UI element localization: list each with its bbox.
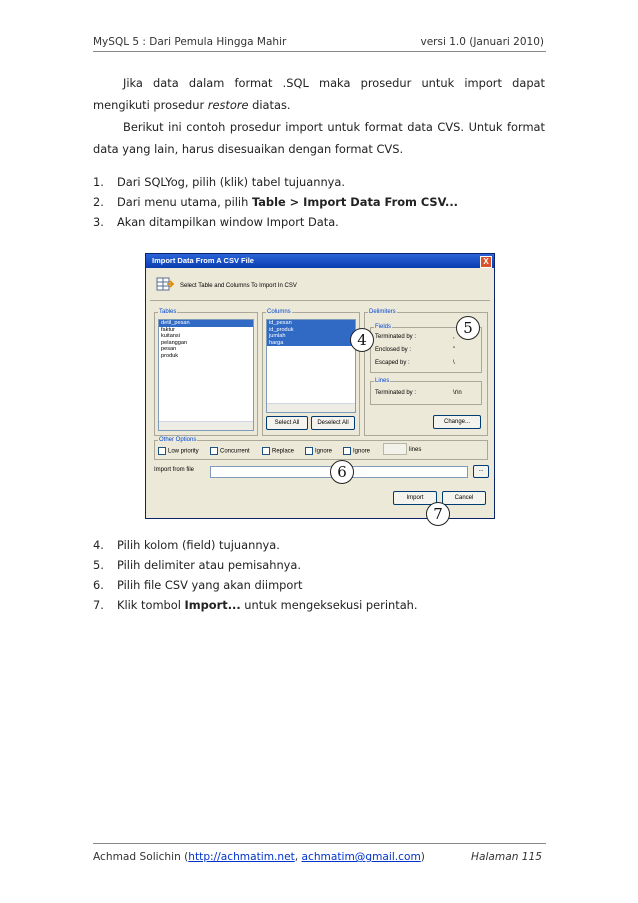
list-number: 5.	[93, 558, 104, 572]
ignore-checkbox[interactable]	[305, 447, 313, 455]
ignore-option[interactable]	[305, 447, 332, 455]
low-priority-label: Low priority	[168, 448, 199, 455]
ignore-label: Ignore	[315, 448, 333, 455]
deselect-all-button[interactable]: Deselect All	[311, 416, 355, 430]
column-item[interactable]: id_pesan	[267, 320, 355, 327]
columns-listbox[interactable]	[266, 319, 356, 413]
dialog-title: Import Data From A CSV File	[152, 256, 254, 265]
ignore-lines-label: Ignore	[353, 448, 371, 455]
list-item	[93, 192, 553, 212]
list-item	[93, 212, 553, 232]
website-link[interactable]: http://achmatim.net	[188, 851, 295, 863]
enclosed-by-label: Enclosed by :	[375, 347, 412, 353]
tables-label: Tables	[159, 309, 177, 315]
footer-separator: ,	[294, 851, 302, 863]
enclosed-by-value: "	[453, 347, 456, 353]
running-header-left: MySQL 5 : Dari Pemula Hingga Mahir	[93, 36, 287, 48]
lines-suffix: lines	[409, 447, 422, 453]
lines-terminated-value: \r\n	[453, 390, 462, 396]
terminated-by-value: ,	[453, 334, 455, 340]
concurrent-label: Concurrent	[220, 448, 250, 455]
import-csv-dialog	[145, 253, 495, 519]
callout-4: 4	[350, 328, 374, 352]
list-text: Pilih file CSV yang akan diimport	[117, 578, 303, 592]
import-from-file-label: Import from file	[154, 467, 195, 473]
select-all-button[interactable]: Select All	[266, 416, 308, 430]
table-item[interactable]: pelanggan	[161, 339, 188, 346]
close-button[interactable]: X	[480, 256, 492, 268]
replace-label: Replace	[272, 448, 295, 455]
running-header-right: versi 1.0 (Januari 2010)	[420, 36, 544, 48]
list-item	[93, 535, 553, 555]
steps-list-a	[93, 172, 553, 232]
column-item[interactable]: jumlah	[267, 333, 355, 340]
list-item	[93, 555, 553, 575]
table-item[interactable]: faktur	[161, 326, 175, 333]
browse-button[interactable]: ...	[473, 465, 489, 478]
column-item[interactable]: harga	[267, 340, 355, 347]
concurrent-option[interactable]	[210, 447, 250, 455]
paragraph-text: Jika data dalam format .SQL maka prosedur untuk import dapat mengikuti prosedur	[93, 76, 545, 112]
dialog-titlebar	[146, 254, 494, 268]
footer-author	[93, 851, 425, 863]
cancel-button[interactable]: Cancel	[442, 491, 486, 505]
steps-list-b	[93, 535, 553, 615]
list-item	[93, 575, 553, 595]
list-text: Pilih delimiter atau pemisahnya.	[117, 558, 302, 572]
tables-group	[154, 309, 258, 436]
list-text: Klik tombol	[117, 598, 185, 612]
list-number: 4.	[93, 538, 104, 552]
list-number: 2.	[93, 195, 104, 209]
ignore-lines-option[interactable]	[343, 447, 370, 455]
lines-group	[370, 378, 482, 405]
lines-label: Lines	[375, 378, 390, 384]
low-priority-option[interactable]	[158, 447, 199, 455]
list-text: Akan ditampilkan window Import Data.	[117, 215, 339, 229]
callout-6: 6	[330, 460, 354, 484]
list-text: Pilih kolom (field) tujuannya.	[117, 538, 280, 552]
dialog-heading: Select Table and Columns To Import In CSV	[180, 283, 297, 289]
escaped-by-label: Escaped by :	[375, 360, 410, 366]
paragraph-text-end: diatas.	[248, 98, 291, 112]
list-text: Dari SQLYog, pilih (klik) tabel tujuannya.	[117, 175, 346, 189]
footer-close-paren: )	[420, 851, 425, 863]
list-number: 3.	[93, 215, 104, 229]
list-number: 1.	[93, 175, 104, 189]
terminated-by-label: Terminated by :	[375, 334, 417, 340]
replace-checkbox[interactable]	[262, 447, 270, 455]
table-item[interactable]: detil_pesan	[159, 320, 253, 327]
other-options-label: Other Options	[159, 437, 197, 443]
author-name: Achmad Solichin (	[93, 851, 189, 863]
header-divider	[93, 51, 546, 52]
low-priority-checkbox[interactable]	[158, 447, 166, 455]
callout-5: 5	[456, 316, 480, 340]
list-text-tail: untuk mengeksekusi perintah.	[240, 598, 418, 612]
fields-label: Fields	[375, 324, 392, 330]
change-button[interactable]: Change...	[433, 415, 481, 429]
list-item	[93, 172, 553, 192]
callout-7: 7	[426, 502, 450, 526]
lines-terminated-label: Terminated by :	[375, 390, 417, 396]
table-item[interactable]: pesan	[161, 346, 177, 353]
import-bold: Import...	[184, 598, 241, 612]
footer-divider	[93, 843, 546, 844]
column-item[interactable]: id_produk	[267, 327, 355, 334]
list-number: 7.	[93, 598, 104, 612]
paragraph-csv: Berikut ini contoh prosedur import untuk format data CVS. Untuk format data yang lain, harus disesuaikan dengan format CVS.	[93, 120, 545, 156]
list-item	[93, 595, 553, 615]
other-options-group	[154, 437, 488, 460]
concurrent-checkbox[interactable]	[210, 447, 218, 455]
page-number: Halaman 115	[470, 851, 542, 863]
escaped-by-value: \	[453, 360, 455, 366]
replace-option[interactable]	[262, 447, 294, 455]
import-button[interactable]: Import	[393, 491, 437, 505]
heading-divider	[150, 300, 490, 301]
columns-hscrollbar[interactable]	[267, 403, 355, 412]
table-icon	[156, 276, 174, 292]
tables-hscrollbar[interactable]	[159, 421, 253, 430]
tables-listbox[interactable]	[158, 319, 254, 431]
delimiters-label: Delimiters	[369, 309, 396, 315]
restore-emphasis: restore	[207, 98, 249, 112]
list-number: 6.	[93, 578, 104, 592]
list-text: Dari menu utama, pilih	[117, 195, 252, 209]
columns-group	[262, 309, 360, 436]
email-link[interactable]: achmatim@gmail.com	[301, 851, 421, 863]
columns-label: Columns	[267, 309, 291, 315]
table-item[interactable]: produk	[161, 352, 179, 359]
ignore-lines-count-input[interactable]	[383, 443, 407, 455]
ignore-lines-checkbox[interactable]	[343, 447, 351, 455]
paragraph-restore	[93, 72, 545, 116]
menu-path: Table > Import Data From CSV...	[251, 195, 458, 209]
table-item[interactable]: kuitansi	[161, 333, 180, 340]
